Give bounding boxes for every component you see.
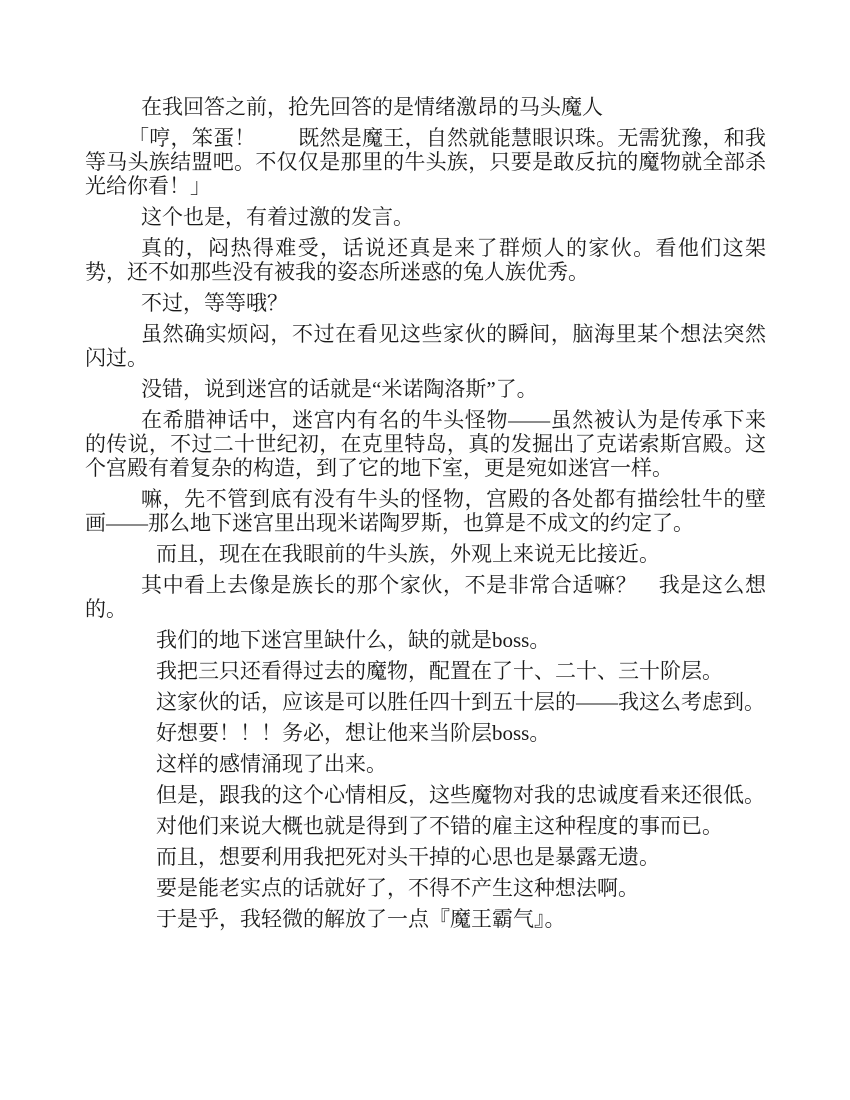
text-column bbox=[85, 95, 766, 938]
paragraph: 我把三只还看得过去的魔物，配置在了十、二十、三十阶层。 bbox=[156, 659, 723, 683]
paragraph: 这家伙的话，应该是可以胜任四十到五十层的——我这么考虑到。 bbox=[156, 690, 765, 714]
paragraph: 好想要！！！务必，想让他来当阶层boss。 bbox=[156, 721, 551, 745]
paragraph: 对他们来说大概也就是得到了不错的雇主这种程度的事而已。 bbox=[156, 814, 723, 838]
paragraph: 这样的感情涌现了出来。 bbox=[156, 752, 387, 776]
paragraph: 而且，现在在我眼前的牛头族，外观上来说无比接近。 bbox=[156, 542, 660, 566]
paragraph: 而且，想要利用我把死对头干掉的心思也是暴露无遗。 bbox=[156, 845, 660, 869]
paragraph: 没错，说到迷宫的话就是“米诺陶洛斯”了。 bbox=[141, 377, 538, 401]
paragraph: 于是乎，我轻微的解放了一点『魔王霸气』。 bbox=[156, 907, 566, 931]
paragraph: 不过，等等哦？ bbox=[141, 291, 288, 315]
paragraph: 我们的地下迷宫里缺什么，缺的就是boss。 bbox=[156, 628, 551, 652]
paragraph: 在希腊神话中，迷宫内有名的牛头怪物——虽然被认为是传承下来的传说，不过二十世纪初，在克里特岛，真的发掘出了克诺索斯宫殿。这个宫殿有着复杂的构造，到了它的地下室，更是宛如迷宫一样。 bbox=[85, 408, 766, 480]
paragraph: 嘛，先不管到底有没有牛头的怪物，宫殿的各处都有描绘牡牛的壁画——那么地下迷宫里出现米诺陶罗斯，也算是不成文的约定了。 bbox=[85, 487, 766, 535]
paragraph: 在我回答之前，抢先回答的是情绪激昂的马头魔人 bbox=[141, 95, 603, 119]
paragraph-quote: 「哼，笨蛋！ 既然是魔王，自然就能慧眼识珠。无需犹豫，和我等马头族结盟吧。不仅仅是那里的牛头族，只要是敢反抗的魔物就全部杀光给你看！」 bbox=[85, 126, 766, 198]
paragraph: 虽然确实烦闷，不过在看见这些家伙的瞬间，脑海里某个想法突然闪过。 bbox=[85, 322, 766, 370]
paragraph: 其中看上去像是族长的那个家伙，不是非常合适嘛？ 我是这么想的。 bbox=[85, 573, 766, 621]
paragraph: 要是能老实点的话就好了，不得不产生这种想法啊。 bbox=[156, 876, 639, 900]
paragraph: 但是，跟我的这个心情相反，这些魔物对我的忠诚度看来还很低。 bbox=[156, 783, 765, 807]
paragraph: 这个也是，有着过激的发言。 bbox=[141, 205, 414, 229]
paragraph: 真的，闷热得难受，话说还真是来了群烦人的家伙。看他们这架势，还不如那些没有被我的姿态所迷惑的兔人族优秀。 bbox=[85, 236, 766, 284]
